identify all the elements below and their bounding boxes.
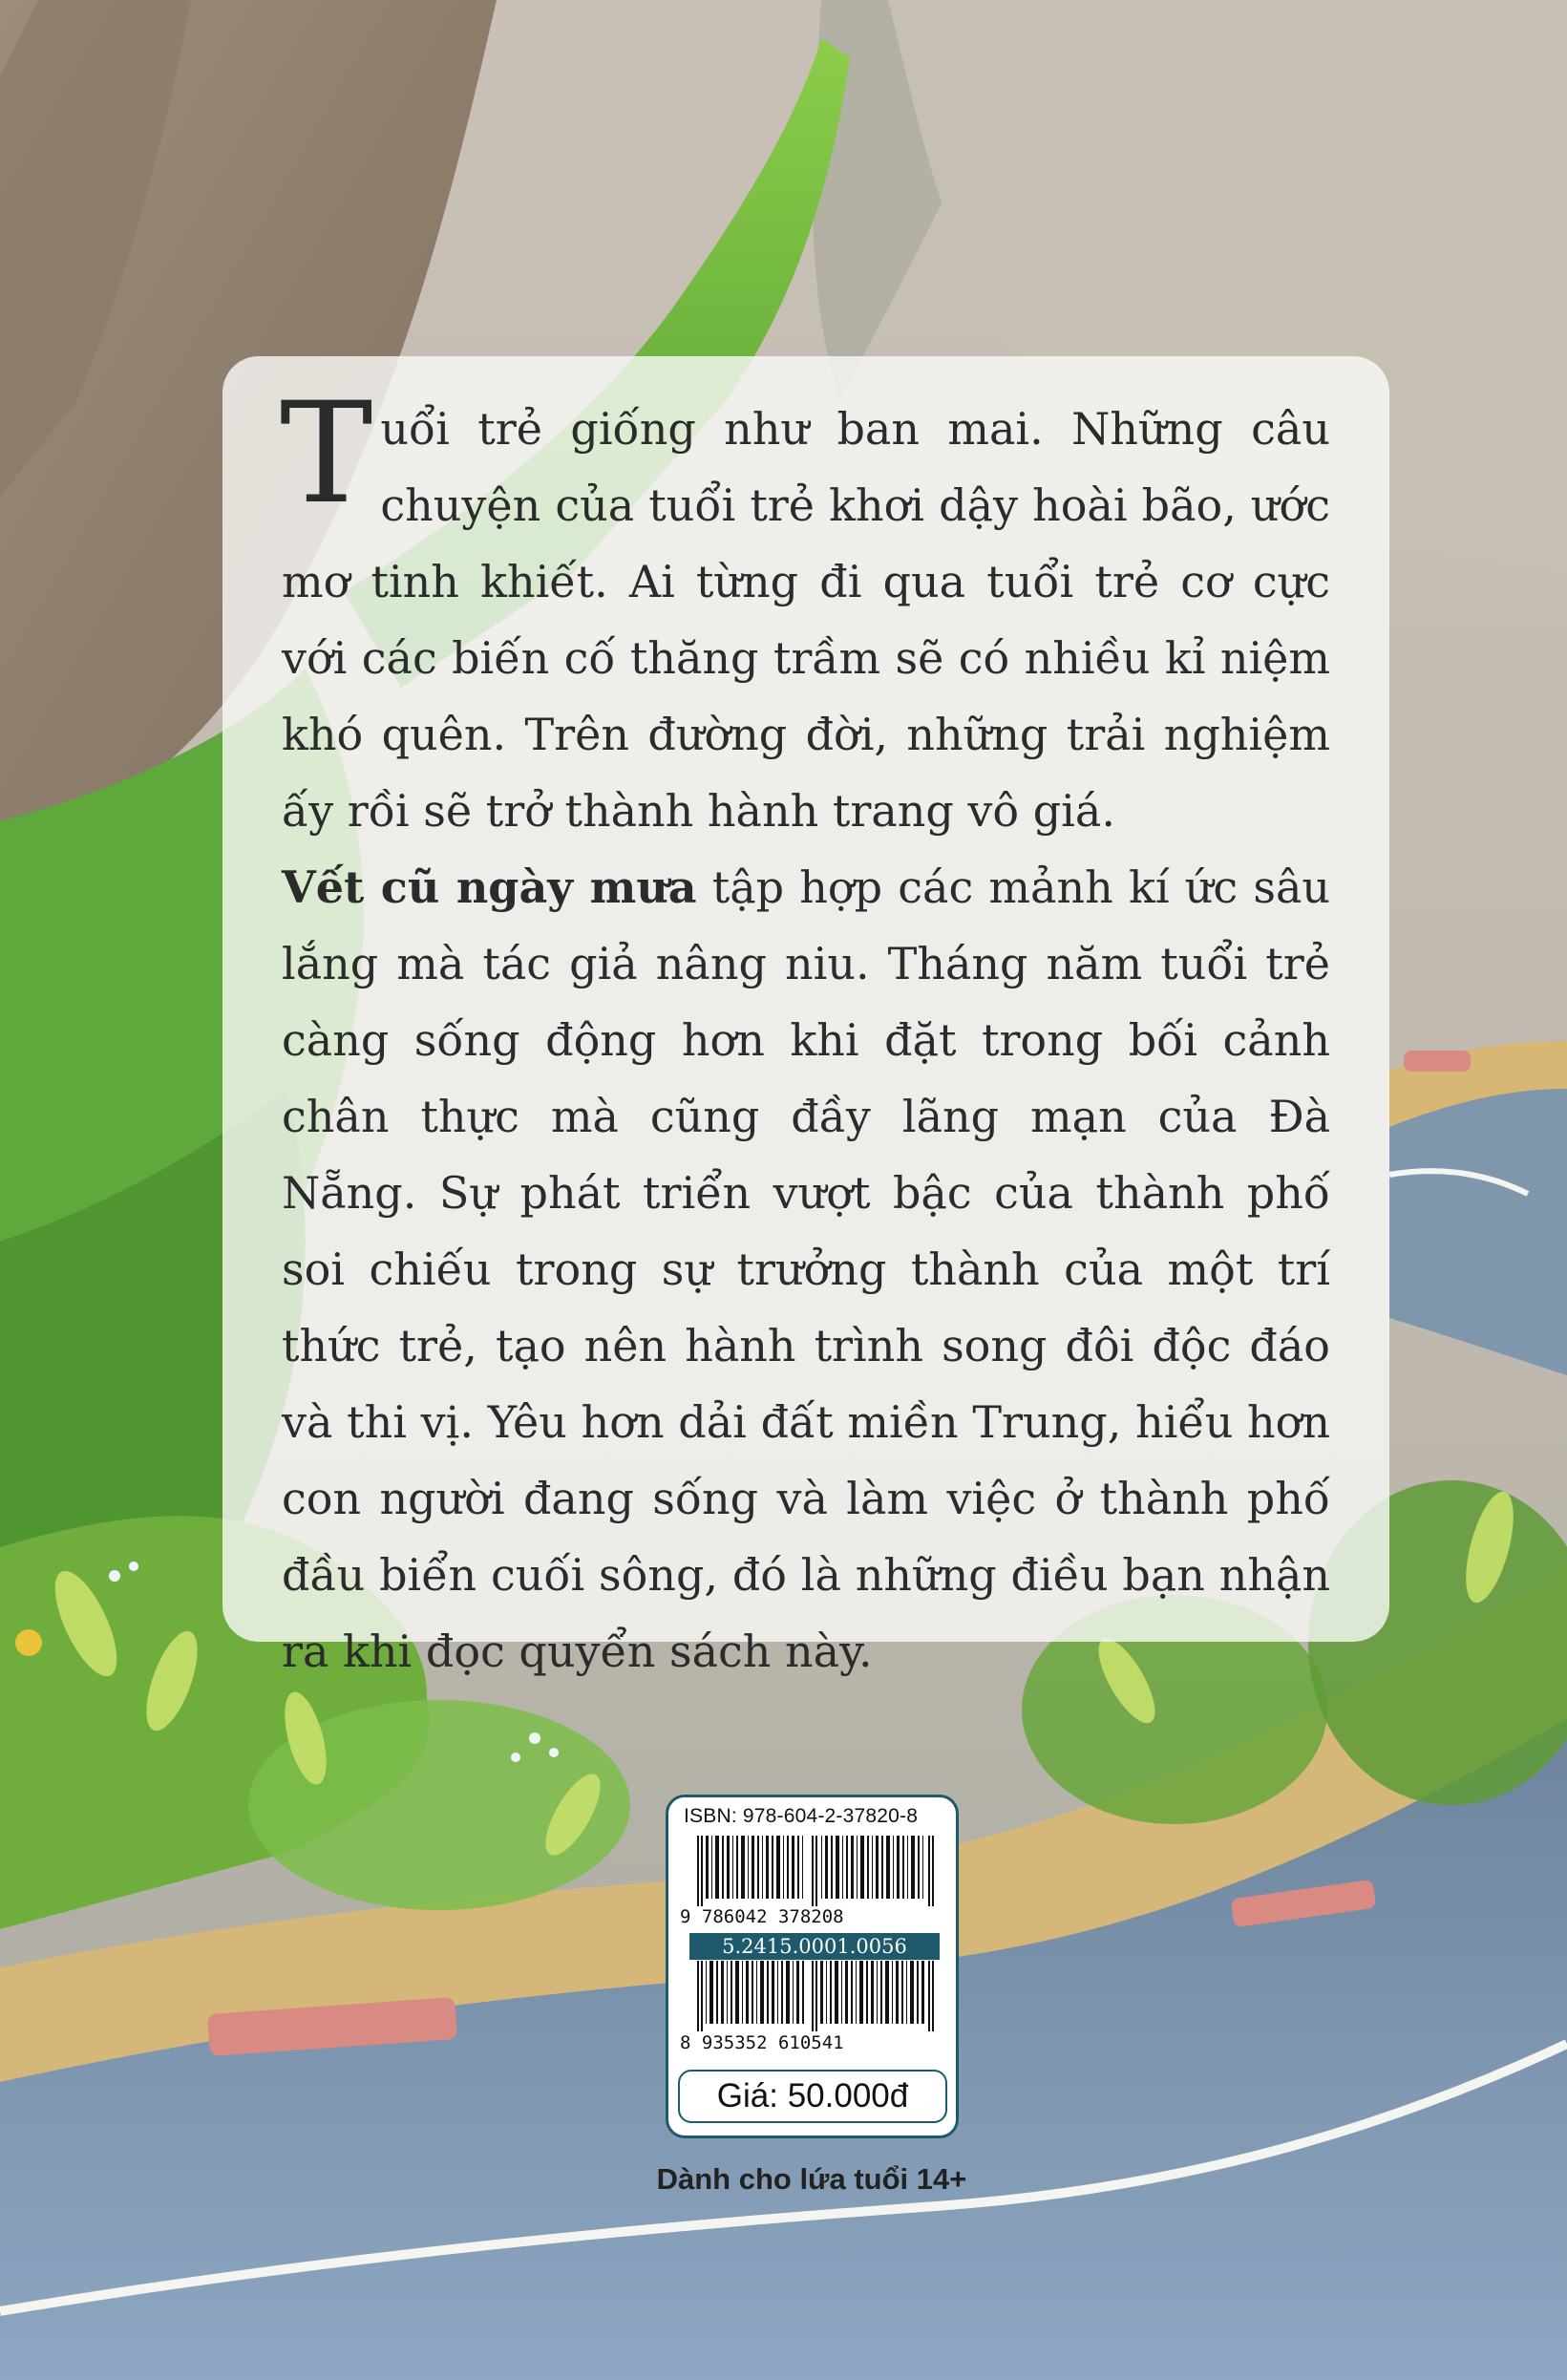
- ean-digits: 8 935352 610541: [680, 2032, 844, 2053]
- age-rating: Dành cho lứa tuổi 14+: [656, 2162, 967, 2196]
- code-strip: 5.2415.0001.0056: [689, 1933, 940, 1960]
- barcode-box: [666, 1795, 959, 2138]
- isbn-digits: 9 786042 378208: [680, 1906, 844, 1927]
- isbn-label: ISBN: 978-604-2-37820-8: [684, 1805, 919, 1827]
- paragraph-2-text: tập hợp các mảnh kí ức sâu lắng mà tác giả nâng niu. Tháng năm tuổi trẻ càng sống động hơn khi đặt trong bối cảnh chân thực mà cũng đầy lãng mạn của Đà Nẵng. Sự phát triển vượt bậc của thành phố soi chiếu trong sự trưởng thành của một trí thức trẻ, tạo nên hành trình song đôi độc đáo và thi vị. Yêu hơn dải đất miền Trung, hiểu hơn con người đang sống và làm việc ở thành phố đầu biển cuối sông, đó là những điều bạn nhận ra khi đọc quyển sách này.: [282, 861, 1330, 1677]
- description-paragraph-1: [280, 372, 1330, 849]
- ean-barcode: [697, 1961, 934, 2031]
- description-paragraph-2: [282, 849, 1330, 1689]
- price-label: Giá: 50.000đ: [678, 2070, 947, 2123]
- paragraph-1-text: uổi trẻ giống như ban mai. Những câu chuyện của tuổi trẻ khơi dậy hoài bão, ước mơ tinh khiết. Ai từng đi qua tuổi trẻ cơ cực với các biến cố thăng trầm sẽ có nhiều kỉ niệm khó quên. Trên đường đời, những trải nghiệm ấy rồi sẽ trở thành hành trang vô giá.: [282, 403, 1330, 837]
- book-title: Vết cũ ngày mưa: [282, 861, 697, 913]
- drop-cap: T: [280, 372, 373, 535]
- description-panel: [222, 356, 1389, 1677]
- isbn-barcode: [697, 1836, 934, 1906]
